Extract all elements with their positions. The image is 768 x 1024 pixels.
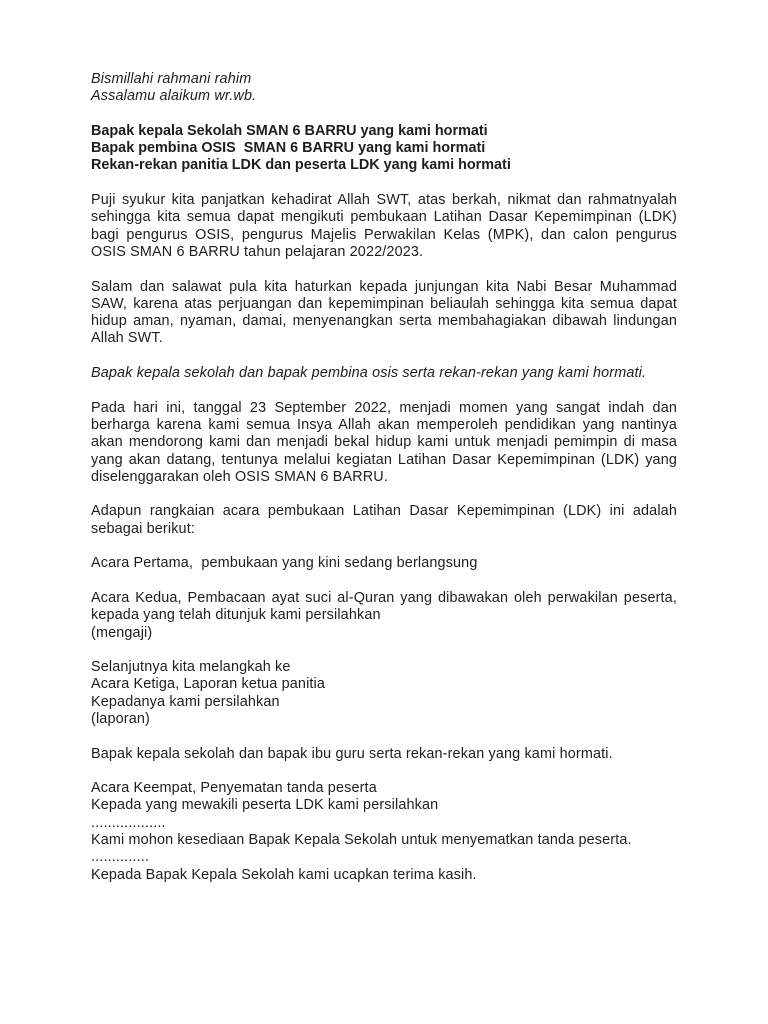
greeting-committee: Rekan-rekan panitia LDK dan peserta LDK yang kami hormati [91, 157, 511, 174]
placeholder-dots-1: .................. [91, 814, 166, 831]
greeting-principal: Bapak kepala Sekolah SMAN 6 BARRU yang kami hormati [91, 122, 488, 139]
agenda-item-fourth-thanks: Kepada Bapak Kepala Sekolah kami ucapkan terima kasih. [91, 866, 477, 883]
greeting-osis-advisor: Bapak pembina OSIS SMAN 6 BARRU yang kami hormati [91, 140, 486, 157]
opening-bismillah: Bismillahi rahmani rahim [91, 71, 252, 87]
agenda-item-fourth-invite: Kepada yang mewakili peserta LDK kami persilahkan [91, 797, 439, 814]
paragraph-gratitude: Puji syukur kita panjatkan kehadirat Allah SWT, atas berkah, nikmat dan rahmatnyalah sehingga kita semua dapat mengikuti pembukaan Latihan Dasar Kepemimpinan (LDK) bagi pengurus OSIS, pengurus Majelis Perwakilan Kelas (MPK), dan calon pengurus OSIS SMAN 6 BARRU tahun pelajaran 2022/2023. [91, 192, 677, 260]
agenda-item-third-note: (laporan) [91, 710, 150, 727]
paragraph-address-teachers: Bapak kepala sekolah dan bapak ibu guru serta rekan-rekan yang kami hormati. [91, 745, 613, 762]
agenda-transition: Selanjutnya kita melangkah ke [91, 659, 291, 676]
agenda-item-second-note: (mengaji) [91, 624, 153, 641]
paragraph-event-date: Pada hari ini, tanggal 23 September 2022, menjadi momen yang sangat indah dan berharga karena kami semua Insya Allah akan memperoleh pendidikan yang nantinya akan mendorong kami dan menjadi bekal hidup kami untuk menjadi pemimpin di masa yang akan datang, tentunya melalui kegiatan Latihan Dasar Kepemimpinan (LDK) yang diselenggarakan oleh OSIS SMAN 6 BARRU. [91, 399, 677, 485]
paragraph-agenda-intro: Adapun rangkaian acara pembukaan Latihan Dasar Kepemimpinan (LDK) ini adalah sebagai berikut: [91, 503, 677, 537]
paragraph-address: Bapak kepala sekolah dan bapak pembina osis serta rekan-rekan yang kami hormati. [91, 365, 647, 382]
speech-document [91, 71, 677, 884]
agenda-item-first: Acara Pertama, pembukaan yang kini sedang berlangsung [91, 555, 478, 572]
agenda-item-fourth-request: Kami mohon kesediaan Bapak Kepala Sekolah untuk menyematkan tanda peserta. [91, 832, 632, 849]
agenda-item-second: Acara Kedua, Pembacaan ayat suci al-Quran yang dibawakan oleh perwakilan peserta, kepada yang telah ditunjuk kami persilahkan [91, 589, 677, 624]
opening-salam: Assalamu alaikum wr.wb. [91, 88, 257, 105]
paragraph-salawat: Salam dan salawat pula kita haturkan kepada junjungan kita Nabi Besar Muhammad SAW, karena atas perjuangan dan kepemimpinan beliaulah sehingga kita semua dapat hidup aman, nyaman, damai, menyenangkan serta membahagiakan dibawah lindungan Allah SWT. [91, 278, 677, 347]
agenda-item-fourth: Acara Keempat, Penyematan tanda peserta [91, 780, 377, 797]
agenda-item-third-invite: Kepadanya kami persilahkan [91, 693, 280, 710]
placeholder-dots-2: .............. [91, 849, 150, 866]
agenda-item-third: Acara Ketiga, Laporan ketua panitia [91, 676, 326, 693]
